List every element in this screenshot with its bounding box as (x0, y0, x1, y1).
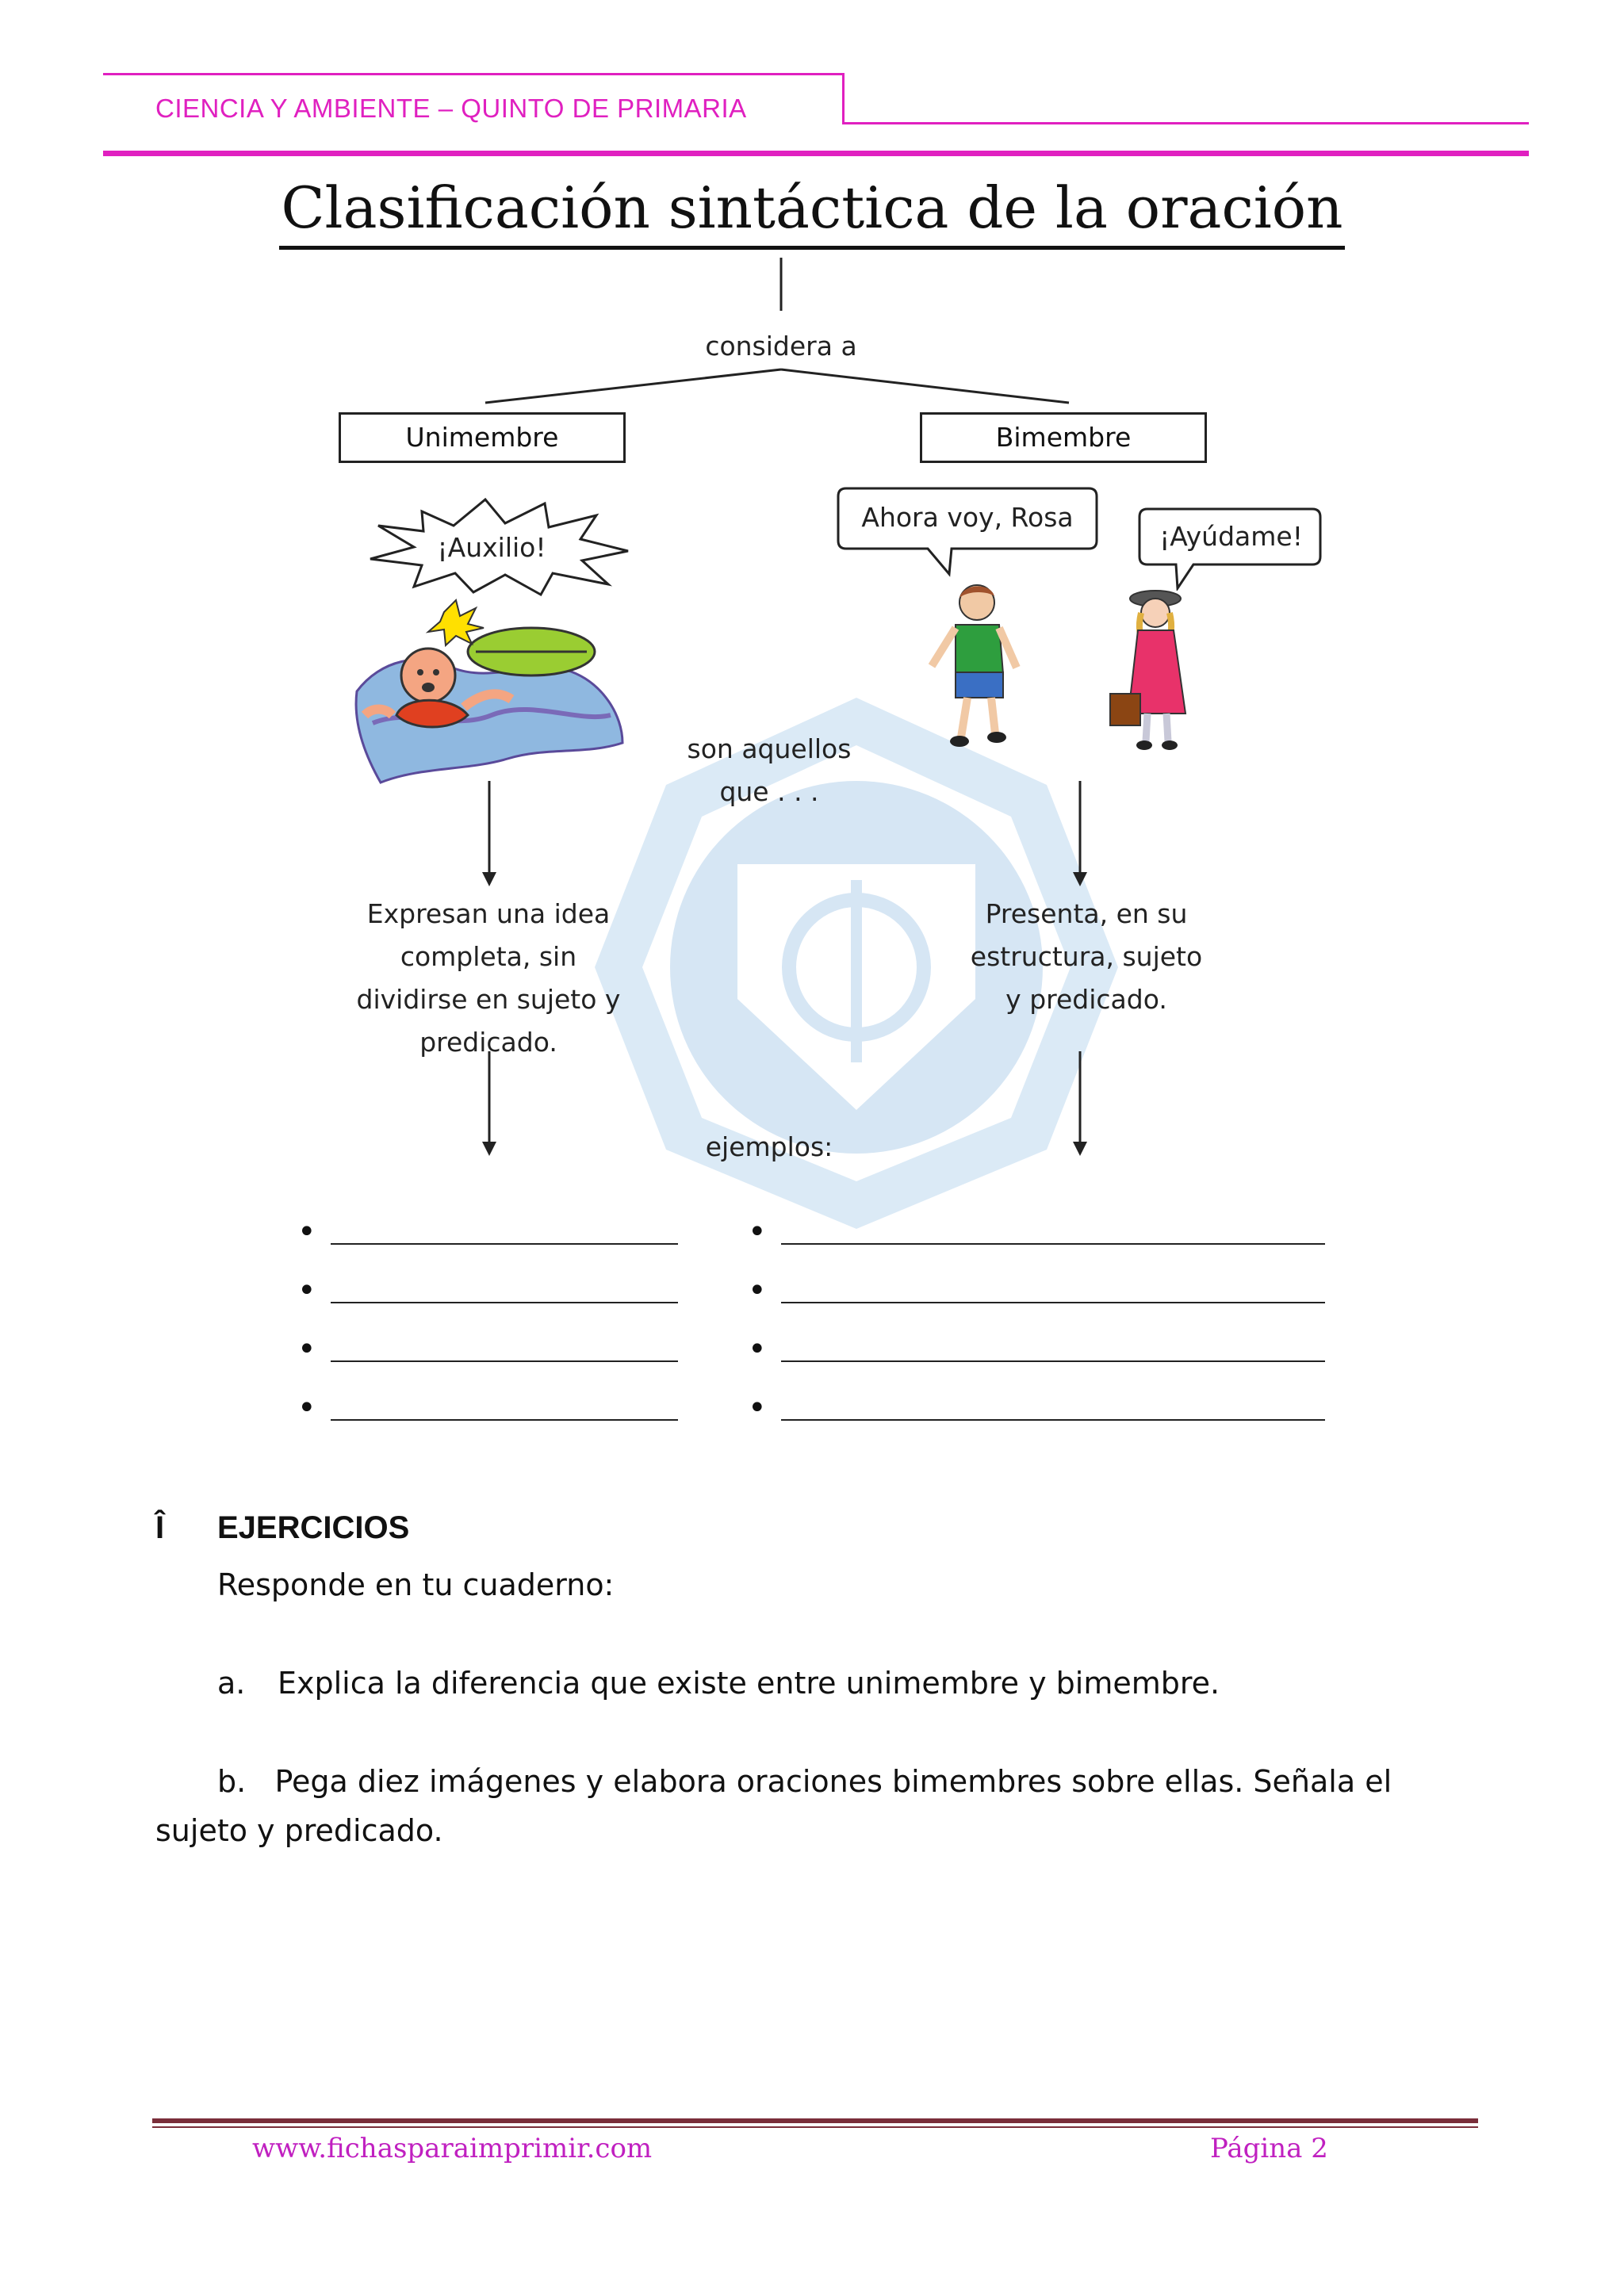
blank-line[interactable] (331, 1243, 678, 1245)
exercises-intro: Responde en tu cuaderno: (217, 1567, 615, 1602)
footer-rule-thin (152, 2126, 1478, 2128)
page-title: Clasificación sintáctica de la oración (0, 174, 1624, 241)
exercise-a-text: Explica la diferencia que existe entre unimembre y bimembre. (278, 1666, 1220, 1701)
list-item: • (297, 1213, 678, 1272)
girl-illustration (1106, 583, 1193, 753)
exercise-b-text: Pega diez imágenes y elabora oraciones bimembres sobre ellas. Señala el sujeto y predicado. (155, 1764, 1392, 1848)
burst-bubble-text: ¡Auxilio! (437, 532, 546, 563)
blank-line[interactable] (331, 1360, 678, 1362)
list-item: • (748, 1213, 1327, 1272)
blank-line[interactable] (331, 1419, 678, 1421)
unimembre-box: Unimembre (339, 412, 626, 463)
drowning-person-illustration (349, 596, 626, 794)
speech-bubble-2-text: ¡Ayúdame! (1159, 521, 1303, 552)
list-item: • (748, 1389, 1327, 1448)
blank-line[interactable] (781, 1419, 1325, 1421)
bimembre-examples-list (748, 1213, 1327, 1448)
exercise-a-letter: a. (217, 1666, 246, 1701)
bimembre-box: Bimembre (920, 412, 1207, 463)
examples-label: ejemplos: (705, 1131, 833, 1162)
list-item: • (297, 1389, 678, 1448)
list-item: • (297, 1272, 678, 1330)
blank-line[interactable] (781, 1360, 1325, 1362)
boy-illustration (920, 579, 1023, 753)
middle-label: son aquellos que . . . (687, 733, 852, 807)
connector-label: considera a (705, 331, 857, 362)
unimembre-definition: Expresan una idea completa, sin dividirse en sujeto y predicado. (356, 898, 621, 1058)
bimembre-definition: Presenta, en su estructura, sujeto y predicado. (970, 898, 1203, 1015)
footer-rule (152, 2118, 1478, 2123)
footer-url[interactable]: www.fichasparaimprimir.com (252, 2133, 653, 2164)
list-item: • (748, 1330, 1327, 1389)
footer-page-number: Página 2 (1210, 2133, 1328, 2164)
exercise-b-letter: b. (217, 1764, 247, 1799)
exercises-marker: Î (155, 1510, 165, 1545)
blank-line[interactable] (331, 1302, 678, 1303)
list-item: • (297, 1330, 678, 1389)
branch-left-line (485, 369, 781, 403)
exercise-b (155, 1757, 1472, 1855)
blank-line[interactable] (781, 1243, 1325, 1245)
unimembre-examples-list (297, 1213, 678, 1448)
blank-line[interactable] (781, 1302, 1325, 1303)
header-text: CIENCIA Y AMBIENTE – QUINTO DE PRIMARIA (155, 94, 747, 123)
exercises-heading: EJERCICIOS (217, 1510, 410, 1545)
list-item: • (748, 1272, 1327, 1330)
branch-right-line (781, 369, 1069, 403)
speech-bubble-1-text: Ahora voy, Rosa (861, 502, 1074, 533)
